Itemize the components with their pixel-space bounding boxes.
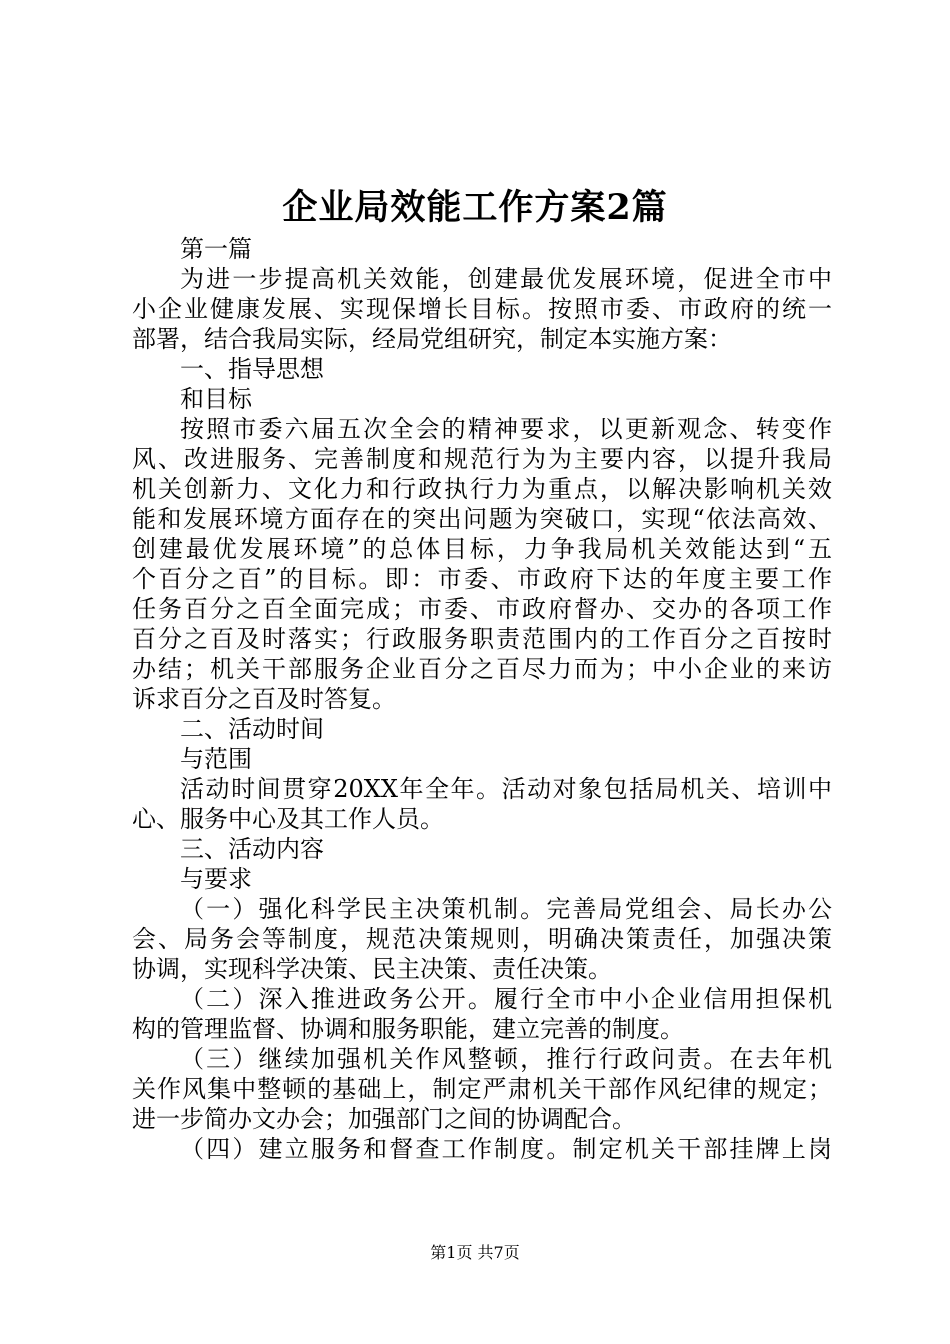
body-line: 和目标: [180, 385, 252, 413]
body-line: 关作风集中整顿的基础上，制定严肃机关干部作风纪律的规定；: [132, 1075, 832, 1103]
body-line: 进一步简办文办会；加强部门之间的协调配合。: [132, 1105, 636, 1133]
document-body: [132, 234, 832, 1164]
body-line: 按照市委六届五次全会的精神要求，以更新观念、转变作: [180, 415, 832, 443]
body-line: 小企业健康发展、实现保增长目标。按照市委、市政府的统一: [132, 295, 832, 323]
body-line: 办结；机关干部服务企业百分之百尽力而为；中小企业的来访: [132, 655, 832, 683]
body-line: 百分之百及时落实；行政服务职责范围内的工作百分之百按时: [132, 625, 832, 653]
body-line: （四）建立服务和督查工作制度。制定机关干部挂牌上岗: [180, 1135, 832, 1163]
body-line: 二、活动时间: [180, 715, 324, 743]
body-line: （一）强化科学民主决策机制。完善局党组会、局长办公: [180, 895, 832, 923]
body-line: 风、改进服务、完善制度和规范行为为主要内容，以提升我局: [132, 445, 832, 473]
body-line: 活动时间贯穿20XX年全年。活动对象包括局机关、培训中: [180, 775, 832, 803]
document-title: 企业局效能工作方案2篇: [282, 187, 668, 228]
body-line: 个百分之百”的目标。即：市委、市政府下达的年度主要工作: [132, 565, 832, 593]
body-line: 与范围: [180, 745, 252, 773]
body-line: 机关创新力、文化力和行政执行力为重点，以解决影响机关效: [132, 475, 832, 503]
body-line: 部署，结合我局实际，经局党组研究，制定本实施方案：: [132, 325, 732, 353]
page-footer: 第1页 共7页: [430, 1243, 520, 1262]
body-line: 一、指导思想: [180, 355, 324, 383]
body-line: 创建最优发展环境”的总体目标，力争我局机关效能达到“五: [132, 535, 832, 563]
body-line: 会、局务会等制度，规范决策规则，明确决策责任，加强决策: [132, 925, 832, 953]
body-line: 任务百分之百全面完成；市委、市政府督办、交办的各项工作: [132, 595, 832, 623]
body-line: （二）深入推进政务公开。履行全市中小企业信用担保机: [180, 985, 832, 1013]
body-line: （三）继续加强机关作风整顿，推行行政问责。在去年机: [180, 1045, 832, 1073]
body-line: 第一篇: [180, 235, 252, 263]
body-line: 与要求: [180, 865, 252, 893]
body-line: 诉求百分之百及时答复。: [132, 685, 396, 713]
body-line: 协调，实现科学决策、民主决策、责任决策。: [132, 955, 612, 983]
body-line: 能和发展环境方面存在的突出问题为突破口，实现“依法高效、: [132, 505, 832, 533]
body-line: 构的管理监督、协调和服务职能，建立完善的制度。: [132, 1015, 684, 1043]
body-line: 心、服务中心及其工作人员。: [132, 805, 444, 833]
body-line: 三、活动内容: [180, 835, 324, 863]
body-line: 为进一步提高机关效能，创建最优发展环境，促进全市中: [180, 265, 832, 293]
